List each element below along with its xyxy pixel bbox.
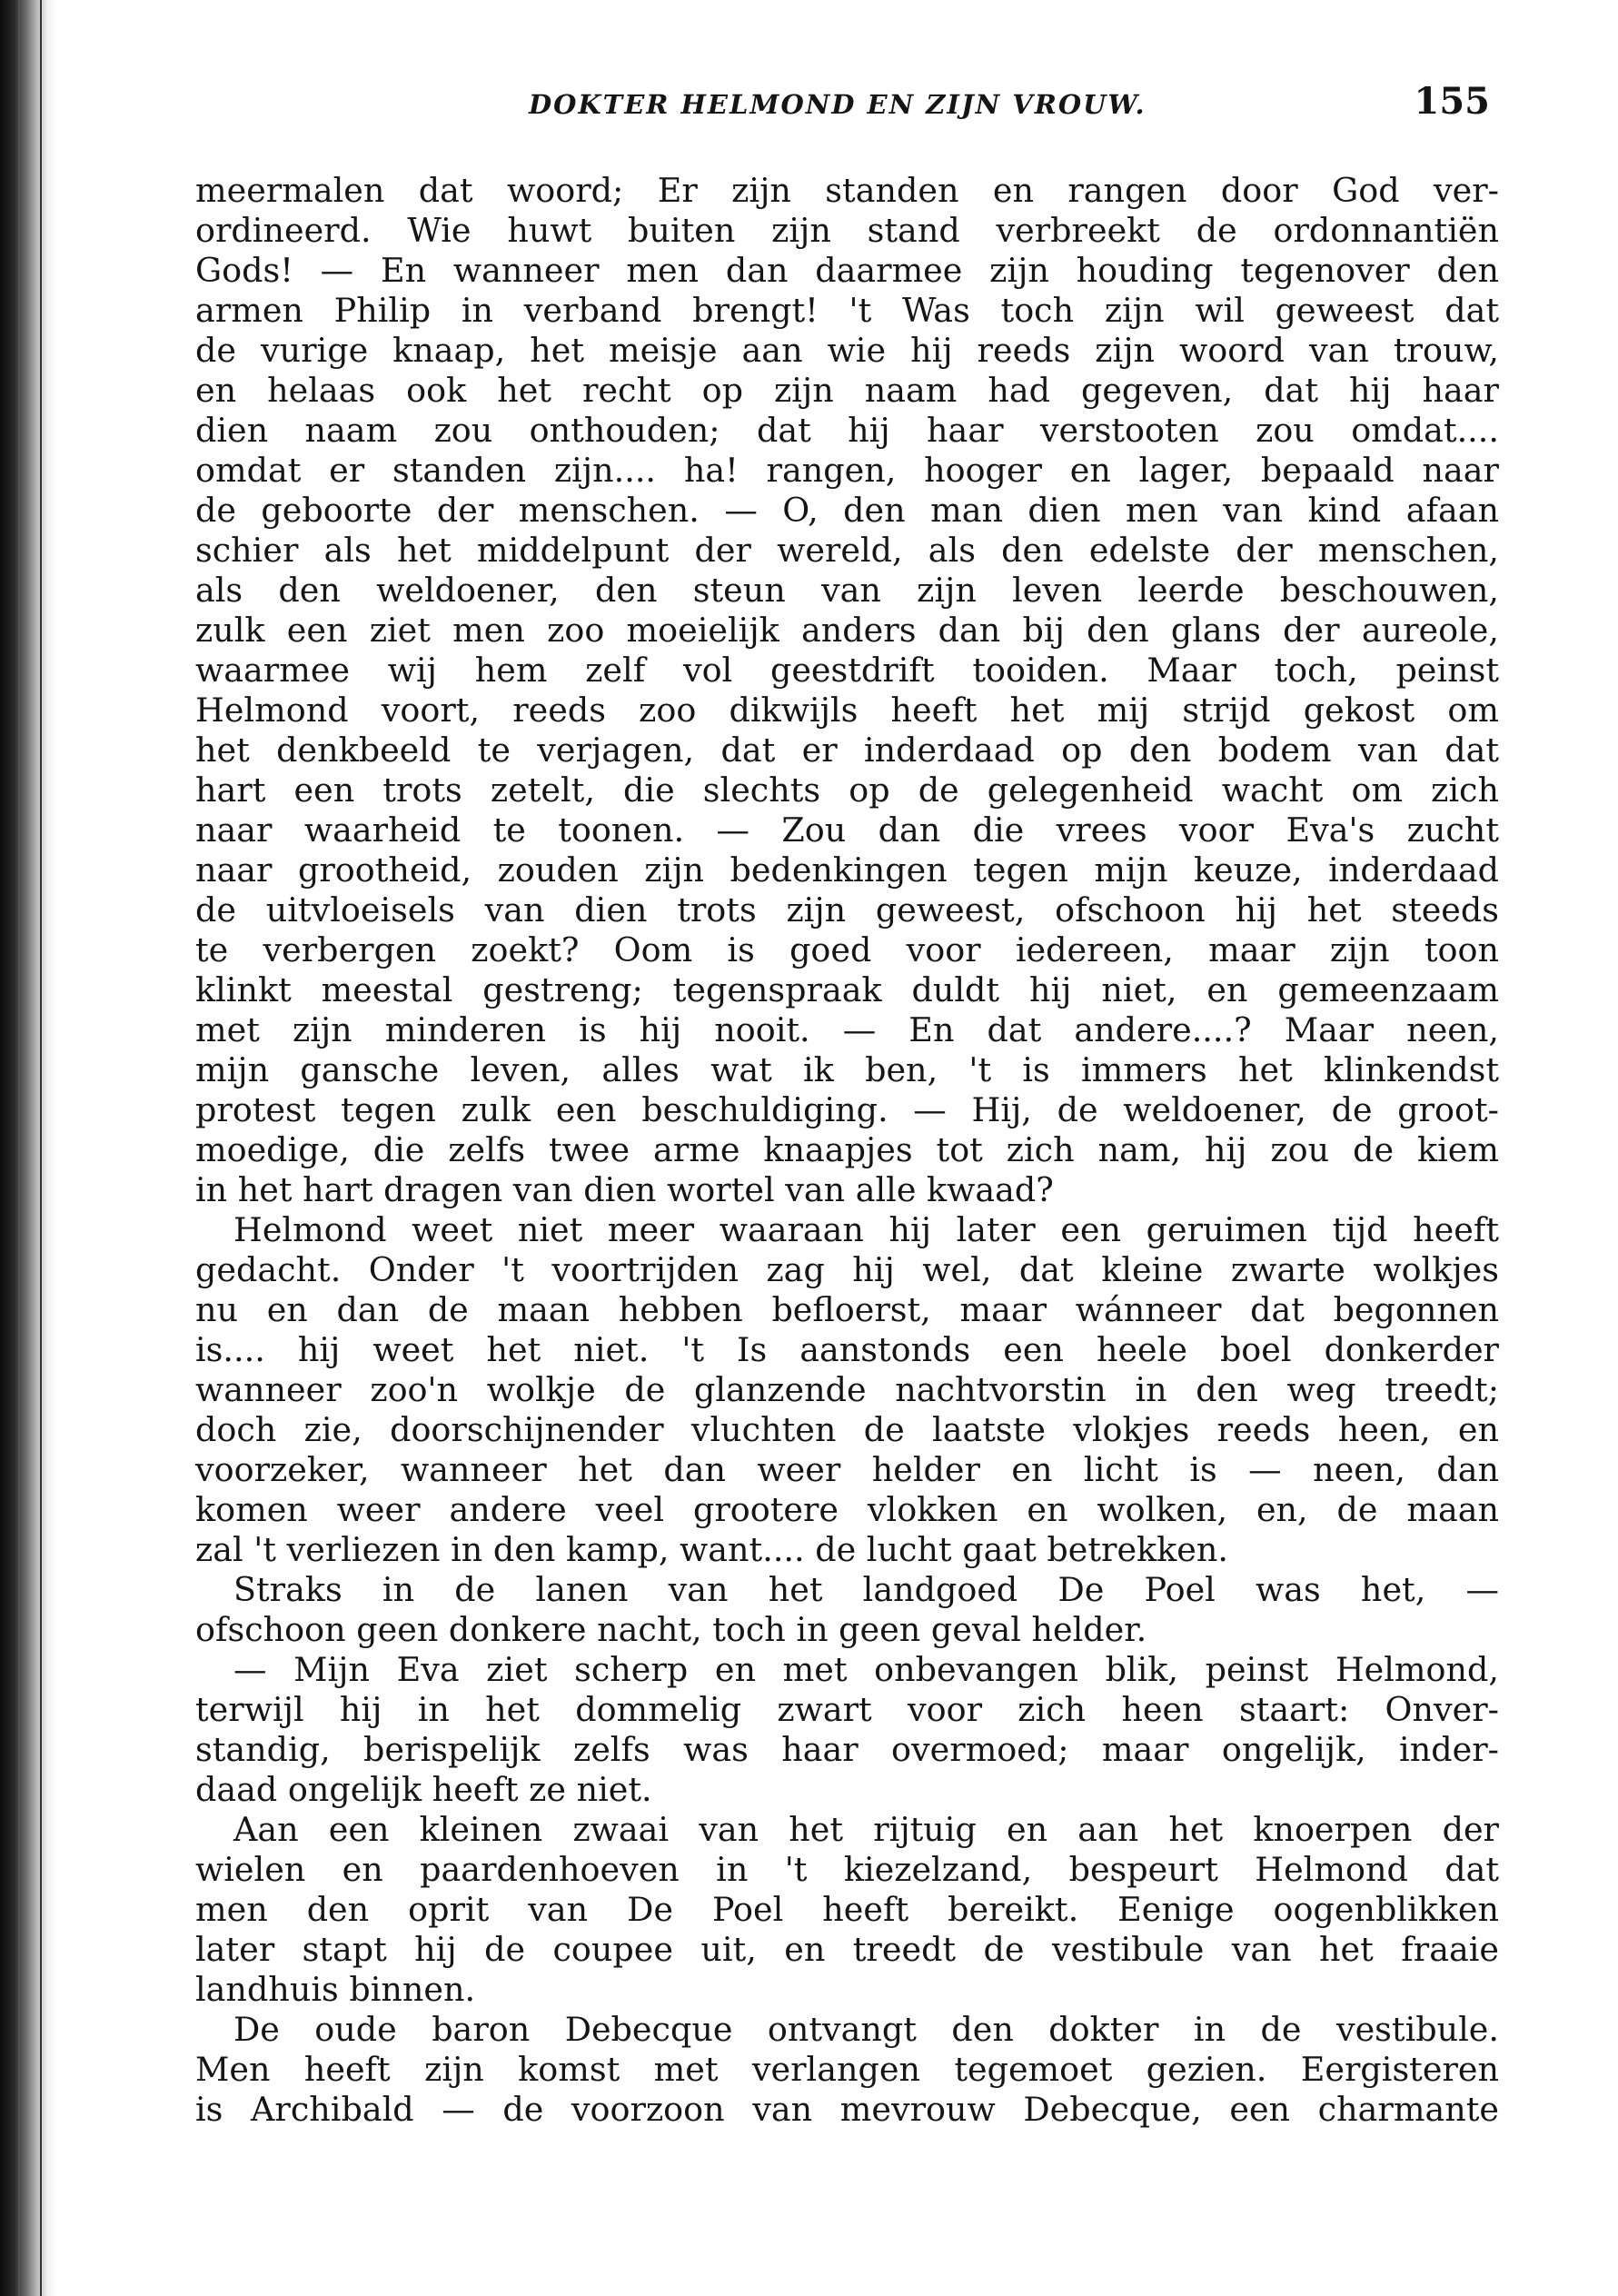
text-line: ofschoon geen donkere nacht, toch in geen geval helder. bbox=[195, 1610, 1147, 1649]
running-title: DOKTER HELMOND EN ZIJN VROUW. bbox=[529, 89, 1146, 120]
text-line: te verbergen zoekt? Oom is goed voor iedereen, maar zijn toon bbox=[195, 930, 1499, 969]
text-line: zal 't verliezen in den kamp, want.... de lucht gaat betrekken. bbox=[195, 1530, 1228, 1569]
text-line: en helaas ook het recht op zijn naam had gegeven, dat hij haar bbox=[195, 371, 1499, 410]
text-line: standig, berispelijk zelfs was haar overmoed; maar ongelijk, inder- bbox=[195, 1730, 1499, 1769]
text-line: de vurige knaap, het meisje aan wie hij reeds zijn woord van trouw, bbox=[195, 331, 1499, 370]
text-line: klinkt meestal gestreng; tegenspraak duldt hij niet, en gemeenzaam bbox=[195, 970, 1499, 1009]
text-line: zulk een ziet men zoo moeielijk anders dan bij den glans der aureole, bbox=[195, 611, 1499, 650]
text-line: landhuis binnen. bbox=[195, 1970, 476, 2009]
text-line: de uitvloeisels van dien trots zijn geweest, ofschoon hij het steeds bbox=[195, 890, 1499, 929]
text-line: wanneer zoo'n wolkje de glanzende nachtvorstin in den weg treedt; bbox=[195, 1370, 1499, 1409]
text-line: nu en dan de maan hebben befloerst, maar wánneer dat begonnen bbox=[195, 1290, 1499, 1329]
text-line: naar waarheid te toonen. — Zou dan die vrees voor Eva's zucht bbox=[195, 810, 1499, 850]
text-line: moedige, die zelfs twee arme knaapjes tot zich nam, hij zou de kiem bbox=[195, 1130, 1499, 1169]
text-line: omdat er standen zijn.... ha! rangen, hooger en lager, bepaald naar bbox=[195, 451, 1499, 490]
text-line: ordineerd. Wie huwt buiten zijn stand verbreekt de ordonnantiën bbox=[195, 211, 1499, 250]
text-line: daad ongelijk heeft ze niet. bbox=[195, 1770, 652, 1809]
text-line: waarmee wij hem zelf vol geestdrift tooiden. Maar toch, peinst bbox=[195, 651, 1499, 690]
text-line: de geboorte der menschen. — O, den man dien men van kind afaan bbox=[195, 491, 1499, 530]
text-line: schier als het middelpunt der wereld, als den edelste der menschen, bbox=[195, 531, 1499, 570]
text-line: De oude baron Debecque ontvangt den dokter in de vestibule. bbox=[233, 2010, 1499, 2049]
text-line: men den oprit van De Poel heeft bereikt. Eenige oogenblikken bbox=[195, 1890, 1499, 1929]
text-line: Men heeft zijn komst met verlangen tegemoet gezien. Eergisteren bbox=[195, 2050, 1499, 2089]
text-line: als den weldoener, den steun van zijn leven leerde beschouwen, bbox=[195, 571, 1499, 610]
text-line: meermalen dat woord; Er zijn standen en rangen door God ver- bbox=[195, 171, 1499, 210]
text-line: Helmond weet niet meer waaraan hij later een geruimen tijd heeft bbox=[233, 1210, 1499, 1249]
book-binding-shadow bbox=[0, 0, 56, 2296]
text-line: het denkbeeld te verjagen, dat er inderdaad op den bodem van dat bbox=[195, 731, 1499, 770]
text-line: is.... hij weet het niet. 't Is aanstonds een heele boel donkerder bbox=[195, 1330, 1499, 1369]
text-line: doch zie, doorschijnender vluchten de laatste vlokjes reeds heen, en bbox=[195, 1410, 1499, 1449]
text-line: naar grootheid, zouden zijn bedenkingen tegen mijn keuze, inderdaad bbox=[195, 850, 1499, 890]
text-line: armen Philip in verband brengt! 't Was toch zijn wil geweest dat bbox=[195, 291, 1499, 330]
text-line: gedacht. Onder 't voortrijden zag hij wel, dat kleine zwarte wolkjes bbox=[195, 1250, 1499, 1289]
text-line: terwijl hij in het dommelig zwart voor zich heen staart: Onver- bbox=[195, 1690, 1499, 1729]
text-line: Straks in de lanen van het landgoed De Poel was het, — bbox=[233, 1570, 1499, 1609]
text-line: Helmond voort, reeds zoo dikwijls heeft het mij strijd gekost om bbox=[195, 691, 1499, 730]
binding-edge-line bbox=[40, 0, 42, 2296]
text-line: wielen en paardenhoeven in 't kiezelzand, bespeurt Helmond dat bbox=[195, 1850, 1499, 1889]
page-number: 155 bbox=[1414, 80, 1490, 123]
text-line: mijn gansche leven, alles wat ik ben, 't is immers het klinkendst bbox=[195, 1050, 1499, 1089]
text-line: later stapt hij de coupee uit, en treedt de vestibule van het fraaie bbox=[195, 1930, 1499, 1969]
text-line: hart een trots zetelt, die slechts op de gelegenheid wacht om zich bbox=[195, 770, 1499, 810]
text-line: is Archibald — de voorzoon van mevrouw Debecque, een charmante bbox=[195, 2090, 1499, 2129]
text-line: komen weer andere veel grootere vlokken en wolken, en, de maan bbox=[195, 1490, 1499, 1529]
text-line: in het hart dragen van dien wortel van alle kwaad? bbox=[195, 1170, 1054, 1209]
binding-edge-line bbox=[18, 0, 20, 2296]
text-line: Gods! — En wanneer men dan daarmee zijn houding tegenover den bbox=[195, 251, 1499, 290]
text-line: — Mijn Eva ziet scherp en met onbevangen blik, peinst Helmond, bbox=[233, 1650, 1499, 1689]
text-line: met zijn minderen is hij nooit. — En dat andere....? Maar neen, bbox=[195, 1010, 1499, 1049]
page-header bbox=[195, 73, 1499, 127]
text-line: protest tegen zulk een beschuldiging. — Hij, de weldoener, de groot- bbox=[195, 1090, 1499, 1129]
text-line: dien naam zou onthouden; dat hij haar verstooten zou omdat.... bbox=[195, 411, 1499, 450]
text-line: Aan een kleinen zwaai van het rijtuig en aan het knoerpen der bbox=[233, 1810, 1499, 1849]
text-line: voorzeker, wanneer het dan weer helder en licht is — neen, dan bbox=[195, 1450, 1499, 1489]
body-text bbox=[195, 171, 1499, 2130]
